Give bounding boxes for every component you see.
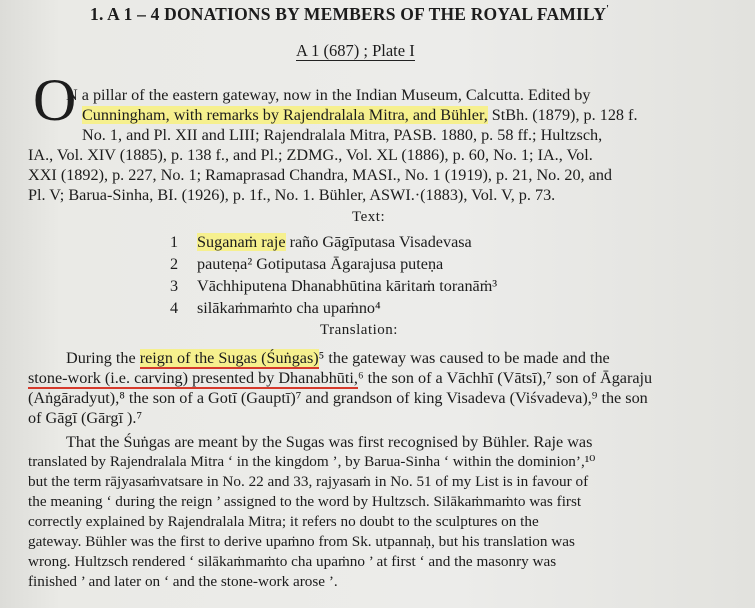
heading-mark: '	[606, 4, 610, 15]
text-label: Text:	[352, 209, 386, 225]
page-heading	[90, 4, 609, 25]
translation-line-1-start: During the	[66, 349, 140, 367]
text-line-number: 4	[170, 299, 179, 317]
translation-line-2-rest: ⁶ the son of a Vāchhī (Vātsī),⁷ son of Āgaraju	[357, 369, 653, 387]
commentary-line-7: wrong. Hultzsch rendered ‘ silākaṁmaṁto cha upaṁno ’ at first ‘ and the masonry was	[28, 553, 557, 570]
translation-line-4: of Gāgī (Gārgī ).⁷	[28, 409, 143, 427]
text-line-4: silākaṁmaṁto cha upaṁno⁴	[197, 299, 381, 317]
highlight-suganam-raje: Suganaṁ raje	[197, 233, 286, 251]
intro-line-5: XXI (1892), p. 227, No. 1; Ramaprasad Chandra, MASI., No. 1 (1919), p. 21, No. 20, and	[28, 166, 613, 184]
drop-cap: O	[33, 67, 77, 133]
text-line-1	[197, 232, 472, 252]
translation-line-1-end: ⁵ the gateway was caused to be made and the	[318, 349, 610, 367]
commentary-line-4: the meaning ‘ during the reign ’ assigned to the word by Hultzsch. Silākaṁmaṁto was first	[28, 493, 582, 510]
highlight-editors: Cunningham, with remarks by Rajendralala Mitra, and Bühler,	[82, 106, 488, 124]
highlight-reign-of-sugas: reign of the Sugas (Śuṅgas)	[139, 349, 319, 367]
heading-text: 1. A 1 – 4 DONATIONS BY MEMBERS OF THE ROYAL FAMILY	[90, 4, 607, 24]
subheading-text: A 1 (687) ; Plate I	[296, 41, 415, 60]
intro-line-3: No. 1, and Pl. XII and LIII; Rajendralala Mitra, PASB. 1880, p. 58 ff.; Hultzsch,	[82, 126, 603, 144]
translation-label: Translation:	[320, 322, 398, 338]
commentary-line-8: finished ’ and later on ‘ and the stone-work arose ’.	[28, 573, 338, 590]
underline-stone-work: stone-work (i.e. carving) presented by Dhanabhūti,	[28, 369, 358, 387]
text-line-1-rest: raño Gāgīputasa Visadevasa	[285, 233, 472, 251]
commentary-line-2: translated by Rajendralala Mitra ‘ in the kingdom ’, by Barua-Sinha ‘ within the dominion’,¹⁰	[28, 453, 596, 470]
intro-line-1: N a pillar of the eastern gateway, now in the Indian Museum, Calcutta. Edited by	[66, 86, 591, 104]
commentary-line-5: correctly explained by Rajendralala Mitra; it refers no doubt to the sculptures on the	[28, 513, 539, 530]
text-line-number: 3	[170, 277, 179, 295]
text-line-number: 2	[170, 255, 179, 273]
commentary-line-3: but the term rājyasaṁvatsare in No. 22 and 33, rajyasaṁ in No. 51 of my List is in favour of	[28, 473, 589, 490]
text-line-number: 1	[170, 233, 179, 251]
commentary-line-6: gateway. Bühler was the first to derive upaṁno from Sk. utpannaḥ, but his translation was	[28, 533, 575, 550]
translation-line-3: (Aṅgāradyut),⁸ the son of a Gotī (Gauptī)⁷ and grandson of king Visadeva (Viśvadeva),⁹ the son	[28, 389, 648, 407]
intro-line-4: IA., Vol. XIV (1885), p. 138 f., and Pl.; ZDMG., Vol. XL (1886), p. 60, No. 1; IA., Vol.	[28, 146, 593, 164]
translation-line-2	[28, 368, 652, 388]
text-line-3: Vāchhiputena Dhanabhūtina kāritaṁ toranāṁ³	[197, 277, 498, 295]
intro-line-2	[82, 105, 637, 125]
commentary-line-1: That the Śuṅgas are meant by the Sugas was first recognised by Bühler. Raje was	[66, 433, 593, 451]
inscription-subheading	[296, 41, 415, 61]
text-line-2	[197, 254, 443, 274]
text-line-2-body: pauteṇa² Gotiputasa Āgarajusa puteṇa	[197, 255, 444, 273]
intro-line-2-rest: StBh. (1879), p. 128 f.	[487, 106, 638, 124]
translation-line-1	[66, 348, 610, 368]
intro-line-6: Pl. V; Barua-Sinha, BI. (1926), p. 1f., No. 1. Bühler, ASWI.·(1883), Vol. V, p. 73.	[28, 186, 556, 204]
